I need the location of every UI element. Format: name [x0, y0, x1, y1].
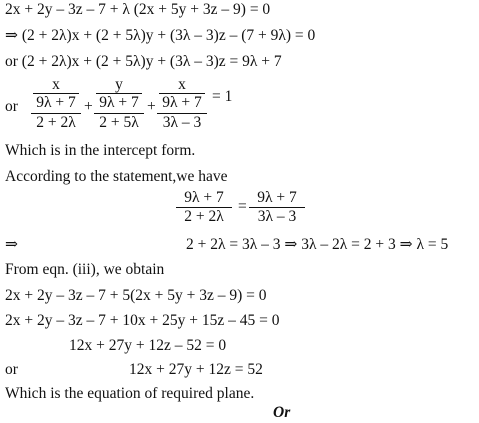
- intercept-fraction-x: [31, 76, 81, 132]
- equation-line-3: or (2 + 2λ)x + (2 + 5λ)y + (3λ – 3)z = 9λ + 7: [5, 53, 282, 70]
- fraction-denominator: 2 + 2λ: [184, 208, 224, 225]
- fraction-numerator: x: [159, 76, 205, 94]
- equals-sign: =: [238, 198, 247, 215]
- fraction-denominator: 3λ – 3: [162, 114, 202, 131]
- equation-line-10: 2x + 2y – 3z – 7 + 5(2x + 5y + 3z – 9) = 0: [5, 287, 267, 304]
- plus-sign: +: [84, 98, 93, 115]
- fraction-numerator: 9λ + 7: [176, 189, 232, 208]
- fraction-denominator: 3λ – 3: [257, 208, 297, 225]
- fraction-numerator: 9λ + 7: [249, 189, 305, 208]
- equation-line-2: ⇒ (2 + 2λ)x + (2 + 5λ)y + (3λ – 3)z – (7 + 9λ) = 0: [5, 27, 316, 44]
- text-from-eqn: [5, 261, 164, 279]
- fraction-denominator: 2 + 5λ: [99, 114, 139, 131]
- intercept-fraction-z: [157, 76, 207, 132]
- implies-arrow: ⇒: [5, 236, 18, 253]
- or-label-2: or: [5, 361, 18, 378]
- fraction-denominator: 2 + 2λ: [36, 114, 76, 131]
- or-label: or: [5, 98, 18, 115]
- equation-line-12: 12x + 27y + 12z – 52 = 0: [69, 337, 227, 354]
- lambda-solution: 2 + 2λ = 3λ – 3 ⇒ 3λ – 2λ = 2 + 3 ⇒ λ = 5: [186, 236, 449, 253]
- text-intercept-form: Which is in the intercept form.: [5, 142, 196, 159]
- fraction-numerator: y: [96, 76, 142, 94]
- plus-sign: +: [147, 98, 156, 115]
- fraction-middle: 9λ + 7: [162, 94, 202, 111]
- equation-line-11: 2x + 2y – 3z – 7 + 10x + 25y + 15z – 45 = 0: [5, 312, 280, 329]
- equation-line-13: 12x + 27y + 12z = 52: [129, 361, 263, 378]
- equation-line-1: 2x + 2y – 3z – 7 + λ (2x + 5y + 3z – 9) = 0: [5, 1, 271, 18]
- fraction-middle: 9λ + 7: [99, 94, 139, 111]
- text-required-plane: Which is the equation of required plane.: [5, 385, 255, 402]
- fraction-left: [176, 189, 232, 225]
- intercept-fraction-y: [94, 76, 144, 132]
- fraction-numerator: x: [33, 76, 79, 94]
- fraction-right: [249, 189, 305, 225]
- equals-one: = 1: [212, 88, 233, 105]
- footer-or: Or: [273, 404, 291, 421]
- from-eqn-text: From eqn. (iii), we obtain: [5, 261, 165, 278]
- fraction-middle: 9λ + 7: [36, 94, 76, 111]
- text-according-statement: According to the statement,we have: [5, 168, 228, 185]
